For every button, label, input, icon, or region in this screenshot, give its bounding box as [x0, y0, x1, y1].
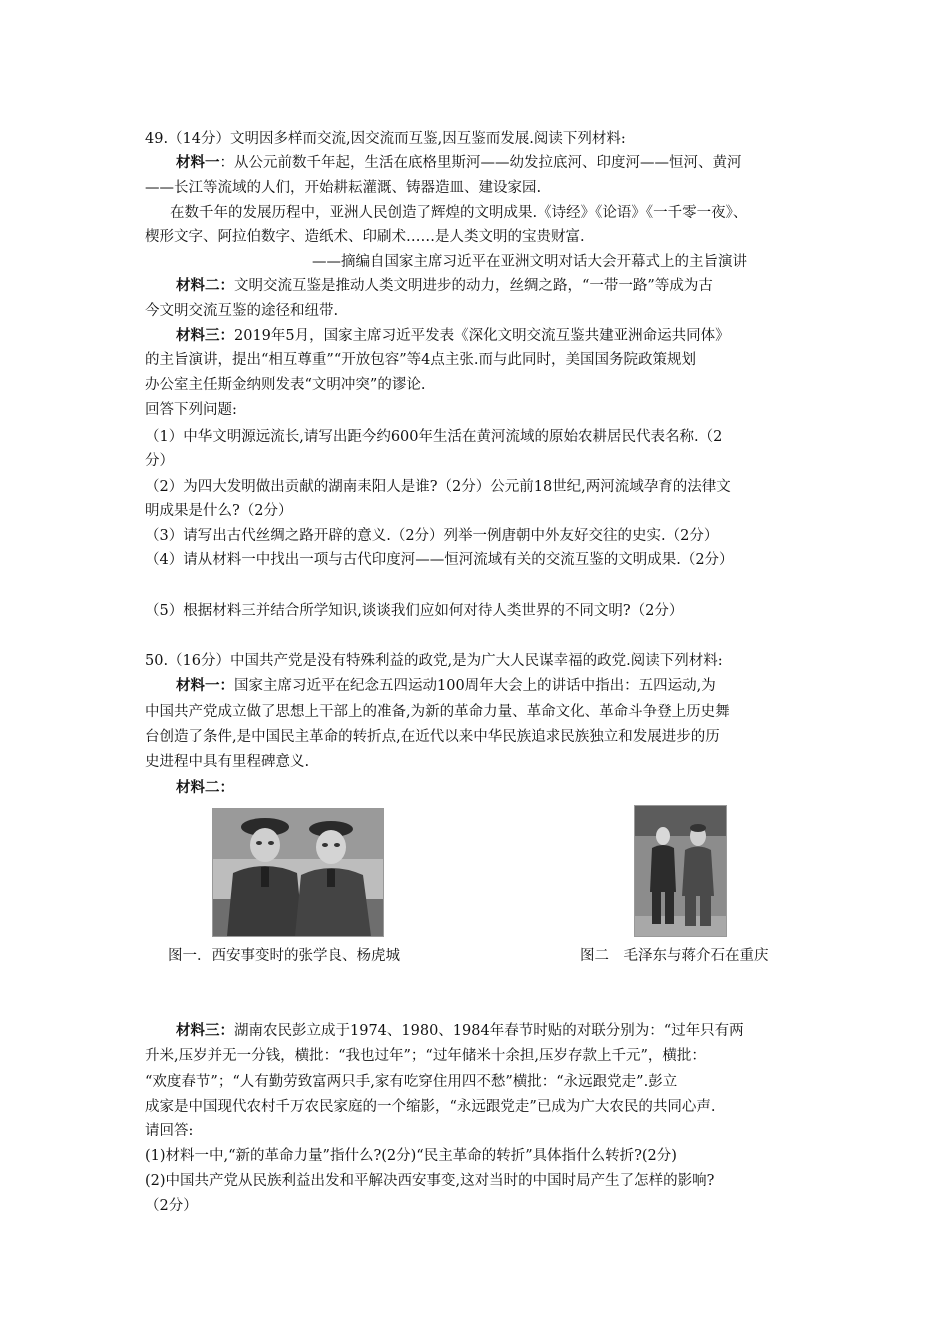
- q49-q4: （4）请从材料一中找出一项与古代印度河——恒河流域有关的交流互鉴的文明成果.（2分）: [145, 552, 734, 568]
- q49-material2-label: 材料二：: [176, 277, 234, 294]
- q50-q2-line1: (2)中国共产党从民族利益出发和平解决西安事变,这对当时的中国时局产生了怎样的影响?: [145, 1173, 715, 1189]
- q49-q2-line1: （2）为四大发明做出贡献的湖南耒阳人是谁?（2分）公元前18世纪,两河流域孕育的法律文: [145, 479, 731, 495]
- q49-material1-label: 材料一: [176, 154, 220, 171]
- q49-material2-line2: 今文明交流互鉴的途径和纽带.: [145, 303, 339, 319]
- q49-material3-label: 材料三：: [176, 327, 234, 344]
- q49-q1-line1: （1）中华文明源远流长,请写出距今约600年生活在黄河流域的原始农耕居民代表名称.（2: [145, 429, 723, 445]
- q49-material3-line2: 的主旨演讲，提出“相互尊重”“开放包容”等4点主张.而与此同时，美国国务院政策规划: [145, 352, 696, 368]
- q50-material3-line4: 成家是中国现代农村千万农民家庭的一个缩影，“永远跟党走”已成为广大农民的共同心声.: [145, 1099, 716, 1115]
- q50-material1-label: 材料一：: [176, 677, 234, 694]
- q50-material1-line3: 台创造了条件,是中国民主革命的转折点,在近代以来中华民族追求民族独立和发展进步的历: [145, 729, 720, 745]
- q49-q2-line2: 明成果是什么?（2分）: [145, 503, 293, 519]
- q50-material1-line4: 史进程中具有里程碑意义.: [145, 754, 310, 770]
- q49-q5: （5）根据材料三并结合所学知识,谈谈我们应如何对待人类世界的不同文明?（2分）: [145, 603, 684, 619]
- q49-material3-line3: 办公室主任斯金纳则发表“文明冲突”的谬论.: [145, 377, 426, 393]
- q49-material1-source: ——摘编自国家主席习近平在亚洲文明对话大会开幕式上的主旨演讲: [312, 254, 747, 270]
- figure2-caption: 图二 毛泽东与蒋介石在重庆: [580, 948, 769, 964]
- q50-material3-label: 材料三：: [176, 1022, 234, 1039]
- q50-q1: (1)材料一中,“新的革命力量”指什么?(2分)“民主革命的转折”具体指什么转折?(2分): [145, 1148, 677, 1164]
- q50-material3-line2: 升米,压岁并无一分钱，横批：“我也过年”；“过年储米十余担,压岁存款上千元”，横批：: [145, 1048, 706, 1064]
- q49-material1-line4: 楔形文字、阿拉伯数字、造纸术、印刷术……是人类文明的宝贵财富.: [145, 229, 585, 245]
- q49-material1-line2: ——长江等流域的人们，开始耕耘灌溉、铸器造皿、建设家园.: [145, 180, 542, 196]
- figure1-caption: 图一．西安事变时的张学良、杨虎城: [168, 948, 400, 964]
- q50-q2-line2: （2分）: [145, 1198, 198, 1214]
- q50-material1-line2: 中国共产党成立做了思想上干部上的准备,为新的革命力量、革命文化、革命斗争登上历史舞: [145, 704, 730, 720]
- q49-header: 49.（14分）文明因多样而交流,因交流而互鉴,因互鉴而发展.阅读下列材料:: [145, 131, 626, 147]
- q50-material2-label: 材料二：: [176, 779, 234, 796]
- q50-material3-line1: 材料三：湖南农民彭立成于1974、1980、1984年春节时贴的对联分别为：“过年只有两: [176, 1022, 744, 1039]
- figure1-photo: [212, 808, 384, 937]
- q49-material3-line1: 材料三：2019年5月，国家主席习近平发表《深化文明交流互鉴共建亚洲命运共同体》: [176, 327, 730, 344]
- q50-header: 50.（16分）中国共产党是没有特殊利益的政党,是为广大人民谋幸福的政党.阅读下列材料:: [145, 653, 723, 669]
- q50-prompt: 请回答:: [145, 1123, 194, 1139]
- q49-material1-line1: 材料一：从公元前数千年起，生活在底格里斯河——幼发拉底河、印度河——恒河、黄河: [176, 154, 742, 171]
- q50-material3-line3: “欢度春节”；“人有勤劳致富两只手,家有吃穿住用四不愁”横批：“永远跟党走”.彭立: [145, 1074, 678, 1090]
- q49-material1-line3: 在数千年的发展历程中，亚洲人民创造了辉煌的文明成果.《诗经》《论语》《一千零一夜》、: [170, 205, 748, 221]
- q49-q1-line2: 分）: [145, 453, 174, 469]
- q49-q3: （3）请写出古代丝绸之路开辟的意义.（2分）列举一例唐朝中外友好交往的史实.（2分）: [145, 528, 719, 544]
- q50-material1-line1: 材料一：国家主席习近平在纪念五四运动100周年大会上的讲话中指出：五四运动,为: [176, 677, 716, 694]
- figure2-photo: [634, 805, 727, 937]
- q49-prompt: 回答下列问题:: [145, 402, 237, 418]
- q49-material2-line1: 材料二：文明交流互鉴是推动人类文明进步的动力，丝绸之路，“一带一路”等成为古: [176, 277, 713, 294]
